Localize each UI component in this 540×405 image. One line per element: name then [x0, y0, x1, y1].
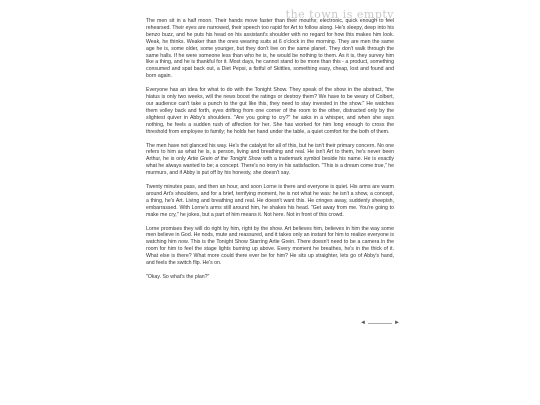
story-paragraph-3-italic: Artie Grein of the Tonight Show [187, 156, 262, 163]
story-paragraph-1: The men sit in a half moon. Their hands move faster than their mouths; electronic, quick enough to feel rehearsed. Their eyes are narrowed, their speech too rapid for Art to follow along. He's sleepy, deep into his benzo buzz, and he puts his head on his assistant's shoulder with no regard for how this makes him look. Weak, he thinks. Weaker than the ones wearing suits at 6 o'clock in the morning. They are men the same age he is, some older, some younger, but they don't live on the same planet. They don't walk through the same halls. If he were someone less than who he is, he would be nothing to them. As it is, they survey him like a thing, and he is thankful for it. Most days, he cannot stand to be more than this - a product, something consumed and spat back out, a Diet Pepsi, a fistful of Skittles, something easy, cheap, lost and found and born again. [146, 18, 394, 80]
navigation-divider [368, 323, 392, 324]
story-paragraph-2: Everyone has an idea for what to do with the Tonight Show. They speak of the show in the abstract, "the hiatus is only two weeks, will the news boost the ratings or destroy them? We have to be weary of Colbert, our audience can't take a punch to the gut like this, they need to stay invested in the show." He watches them volley back and forth, eyes drifting from one corner of the room to the other, distracted only by the slightest quiver in Abby's shoulders. "Are you going to cry?" he asks in a whisper, and when she says nothing, he feels a sudden rush of affection for her. She has worked for him long enough to cross the threshold from employee to family; he holds her hand under the table, a quiet comfort for the both of them. [146, 87, 394, 135]
post-navigation [360, 320, 400, 326]
story-paragraph-4: Twenty minutes pass, and then an hour, and soon Lorne is there and everyone is quiet. His arms are warm around Art's shoulders, and for a brief, terrifying moment, he is not what he was: he isn't a show, a concept, a thing, he's Art. Living and breathing and real. He doesn't want this. He cringes away, suddenly sheepish, embarrassed. With Lorne's arms still around him, he shakes his head. "Get away from me. You're going to make me cry," he jokes, but a part of him means it. Not here. Not in front of this crowd. [146, 184, 394, 218]
site-title[interactable]: the town is empty [285, 8, 394, 21]
story-content [146, 18, 394, 281]
previous-post-link[interactable]: ◄ [360, 320, 366, 326]
story-paragraph-3 [146, 143, 394, 178]
story-paragraph-6: "Okay. So what's the plan?" [146, 274, 210, 280]
story-paragraph-5: Lorne promises they will do right by him, right by the show. Art believes him, believes in him the way some men believe in God. He nods, mute and reassured, and it takes only an instant for him to realize everyone is watching him now. This is the Tonight Show Starring Artie Grein. There doesn't need to be a camera in the room for him to feel the stage lights burning up above. Every moment he breathes, he's in the thick of it. What else is there? What more could there ever be for him? He sits up straighter, lets go of Abby's hand, and feels the switch flip. He's on. [146, 225, 394, 267]
story-paragraph-3-end: with a trademark symbol beside his name. He is exactly what he always wanted to be; a concept. There's no irony in his satisfaction. "This is a dream come true," he murmurs, and if Abby is put off by his honesty, she doesn't say. [146, 156, 394, 177]
story-paragraph-3-start: The men have not glanced his way. He's the catalyst for all of this, but he isn't their primary concern. No one refers to him as what he is, a person, living and breathing and real. He isn't Art to them, he's never been Arthur, he is only [146, 142, 394, 163]
next-post-link[interactable]: ► [393, 320, 400, 326]
